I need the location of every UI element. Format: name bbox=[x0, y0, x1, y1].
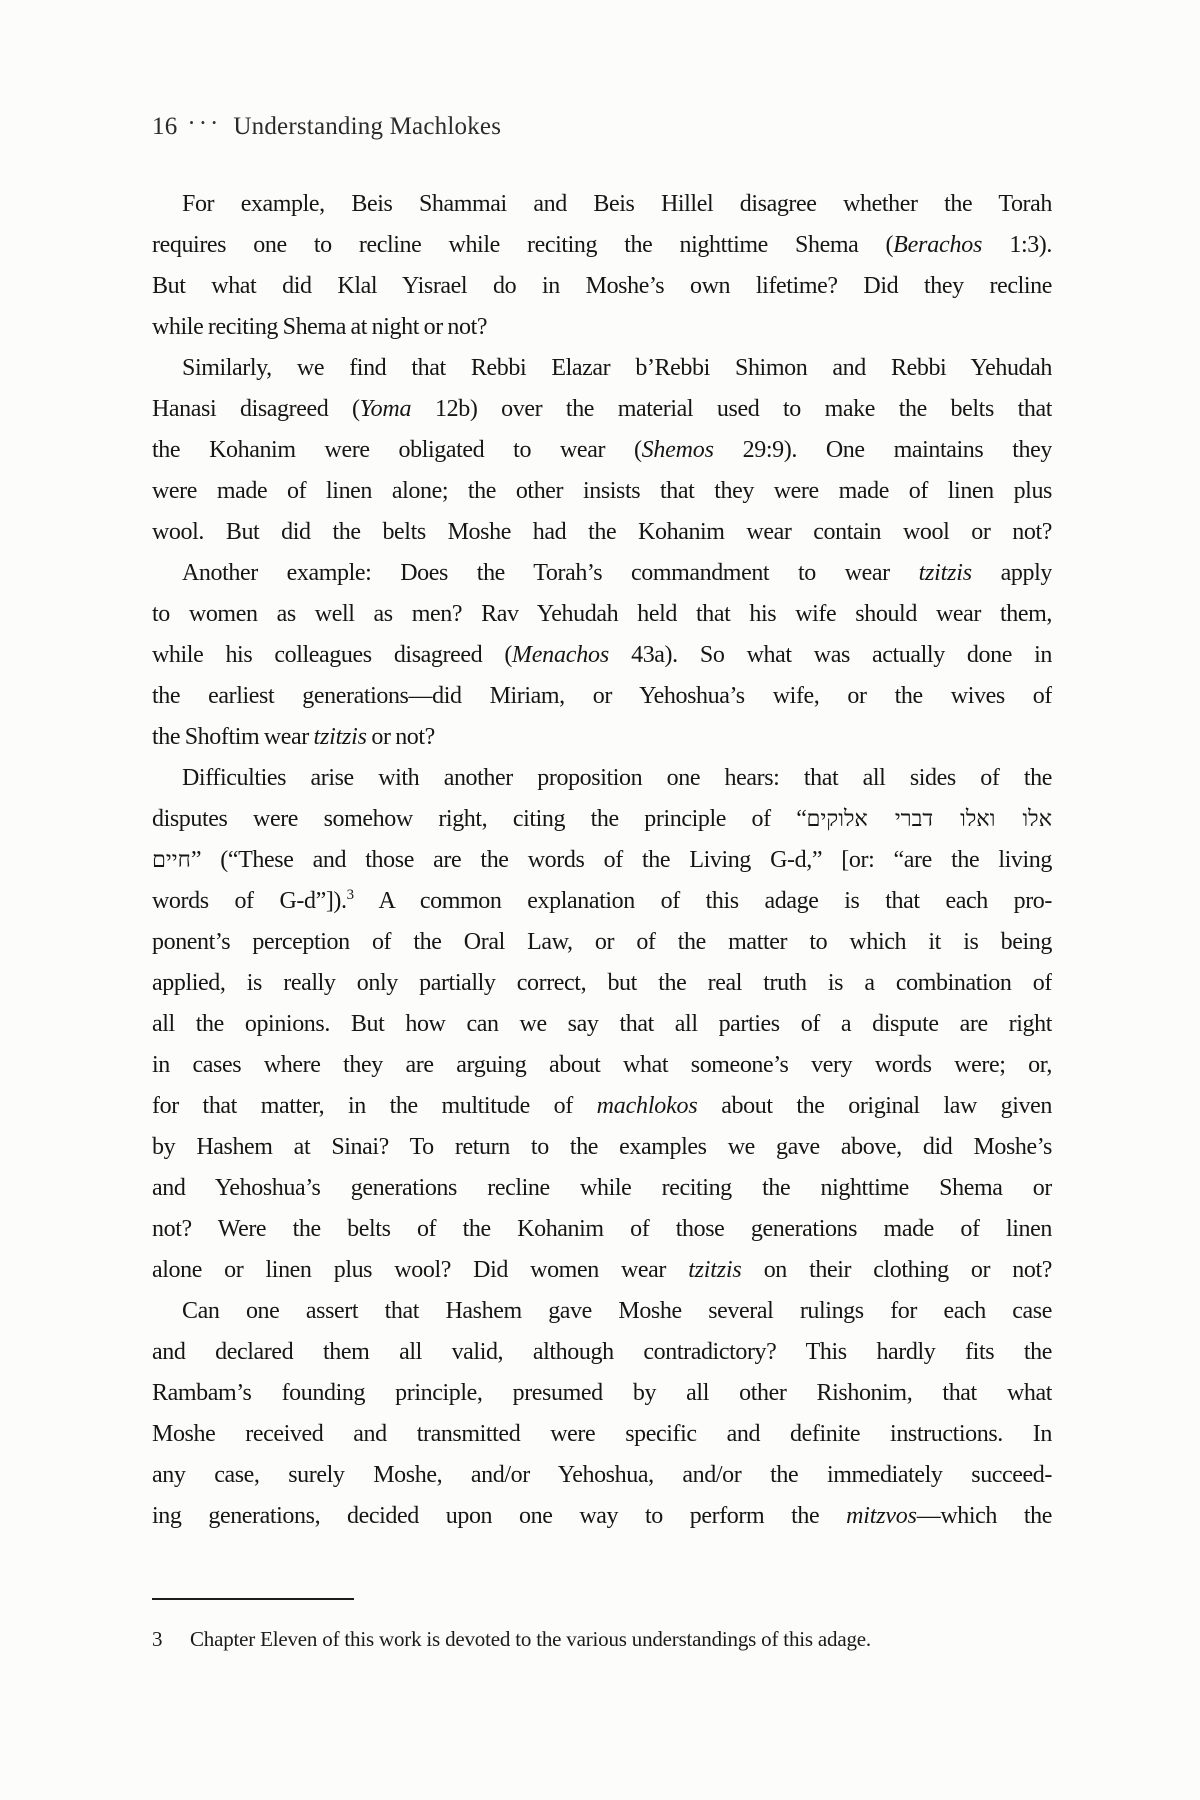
text-line bbox=[152, 553, 1052, 594]
text-run: for that matter, in the multitude of bbox=[152, 1093, 597, 1119]
hebrew-text: חיים bbox=[152, 847, 191, 873]
text-run: A common explanation of this adage is that each pro- bbox=[354, 888, 1052, 914]
text-run: tzitzis bbox=[313, 724, 367, 750]
footnote-number: 3 bbox=[152, 1627, 163, 1651]
text-run: while his colleagues disagreed ( bbox=[152, 642, 512, 668]
text-run: Yoma bbox=[359, 396, 412, 422]
text-run: Difficulties arise with another proposition one hears: that all sides of the bbox=[182, 765, 1052, 791]
text-run: mitzvos bbox=[846, 1503, 917, 1529]
page-number: 16 bbox=[152, 113, 178, 140]
text-line bbox=[152, 1455, 1052, 1496]
text-line bbox=[152, 1086, 1052, 1127]
text-run: the Kohanim were obligated to wear ( bbox=[152, 437, 642, 463]
text-run: and declared them all valid, although contradictory? This hardly fits the bbox=[152, 1339, 1052, 1365]
text-run: and Yehoshua’s generations recline while reciting the nighttime Shema or bbox=[152, 1175, 1052, 1201]
text-line bbox=[152, 922, 1052, 963]
text-run: 1:3). bbox=[982, 232, 1052, 258]
text-run: about the original law given bbox=[697, 1093, 1052, 1119]
text-line bbox=[152, 758, 1052, 799]
footnote-divider bbox=[152, 1598, 354, 1600]
text-run: Similarly, we find that Rebbi Elazar b’Rebbi Shimon and Rebbi Yehudah bbox=[182, 355, 1052, 381]
text-line bbox=[152, 676, 1052, 717]
text-line bbox=[152, 1291, 1052, 1332]
text-line bbox=[152, 1168, 1052, 1209]
text-run: ” (“These and those are the words of the Living G-d,” [or: “are the living bbox=[190, 847, 1052, 873]
text-run: Moshe received and transmitted were specific and definite instructions. In bbox=[152, 1421, 1052, 1447]
text-line bbox=[152, 1209, 1052, 1250]
text-run: or not? bbox=[366, 724, 435, 750]
text-line bbox=[152, 348, 1052, 389]
text-run: But what did Klal Yisrael do in Moshe’s own lifetime? Did they recline bbox=[152, 273, 1052, 299]
text-run: Hanasi disagreed ( bbox=[152, 396, 360, 422]
text-run: to women as well as men? Rav Yehudah held that his wife should wear them, bbox=[152, 601, 1052, 627]
hebrew-text: אלו ואלו דברי אלוקים bbox=[806, 806, 1052, 832]
text-line bbox=[152, 184, 1052, 225]
text-line bbox=[152, 635, 1052, 676]
text-line bbox=[152, 1332, 1052, 1373]
text-run: Rambam’s founding principle, presumed by all other Rishonim, that what bbox=[152, 1380, 1052, 1406]
text-line bbox=[152, 389, 1052, 430]
text-run: Berachos bbox=[893, 232, 983, 258]
text-line bbox=[152, 225, 1052, 266]
text-line bbox=[152, 881, 1052, 922]
text-run: tzitzis bbox=[918, 560, 972, 586]
text-run: machlokos bbox=[596, 1093, 698, 1119]
text-run: on their clothing or not? bbox=[741, 1257, 1052, 1283]
text-line bbox=[152, 471, 1052, 512]
footnote-ref: 3 bbox=[346, 887, 355, 903]
text-run: not? Were the belts of the Kohanim of those generations made of linen bbox=[152, 1216, 1052, 1242]
text-line bbox=[152, 1127, 1052, 1168]
footnote-text: Chapter Eleven of this work is devoted to the various understandings of this adage. bbox=[190, 1627, 871, 1651]
text-run: Another example: Does the Torah’s commandment to wear bbox=[182, 560, 919, 586]
body-text bbox=[152, 184, 1052, 1537]
text-line bbox=[152, 717, 1052, 758]
text-run: the earliest generations—did Miriam, or Yehoshua’s wife, or the wives of bbox=[152, 683, 1052, 709]
text-run: by Hashem at Sinai? To return to the examples we gave above, did Moshe’s bbox=[152, 1134, 1052, 1160]
text-line bbox=[152, 307, 1052, 348]
running-head-separator: ··· bbox=[187, 110, 222, 137]
paragraph bbox=[152, 184, 1052, 348]
text-run: all the opinions. But how can we say that all parties of a dispute are right bbox=[152, 1011, 1052, 1037]
text-run: ponent’s perception of the Oral Law, or of the matter to which it is being bbox=[152, 929, 1052, 955]
text-run: ing generations, decided upon one way to perform the bbox=[152, 1503, 847, 1529]
text-line bbox=[152, 594, 1052, 635]
text-run: while reciting Shema at night or not? bbox=[152, 314, 488, 340]
text-line bbox=[152, 512, 1052, 553]
text-run: Can one assert that Hashem gave Moshe several rulings for each case bbox=[182, 1298, 1052, 1324]
text-run: —which the bbox=[916, 1503, 1052, 1529]
text-line bbox=[152, 963, 1052, 1004]
text-line bbox=[152, 1045, 1052, 1086]
text-run: 43a). So what was actually done in bbox=[608, 642, 1052, 668]
running-head-title: Understanding Machlokes bbox=[233, 113, 502, 140]
text-run: any case, surely Moshe, and/or Yehoshua, and/or the immediately succeed- bbox=[152, 1462, 1052, 1488]
text-line bbox=[152, 1414, 1052, 1455]
text-line bbox=[152, 840, 1052, 881]
text-run: the Shoftim wear bbox=[152, 724, 314, 750]
running-head bbox=[152, 112, 501, 142]
footnote bbox=[152, 1624, 1058, 1654]
text-line bbox=[152, 1250, 1052, 1291]
text-line bbox=[152, 1004, 1052, 1045]
text-run: alone or linen plus wool? Did women wear bbox=[152, 1257, 689, 1283]
text-run: tzitzis bbox=[688, 1257, 742, 1283]
text-run: Menachos bbox=[511, 642, 609, 668]
text-run: disputes were somehow right, citing the principle of “ bbox=[152, 806, 807, 832]
text-line bbox=[152, 799, 1052, 840]
text-run: applied, is really only partially correct, but the real truth is a combination of bbox=[152, 970, 1052, 996]
text-line bbox=[152, 430, 1052, 471]
text-run: 12b) over the material used to make the belts that bbox=[411, 396, 1052, 422]
paragraph bbox=[152, 553, 1052, 758]
text-run: in cases where they are arguing about what someone’s very words were; or, bbox=[152, 1052, 1052, 1078]
text-run: requires one to recline while reciting the nighttime Shema ( bbox=[152, 232, 894, 258]
text-run: apply bbox=[971, 560, 1052, 586]
text-run: 29:9). One maintains they bbox=[713, 437, 1052, 463]
text-line bbox=[152, 1373, 1052, 1414]
text-run: words of G-d”]). bbox=[152, 888, 347, 914]
paragraph bbox=[152, 348, 1052, 553]
text-run: wool. But did the belts Moshe had the Kohanim wear contain wool or not? bbox=[152, 519, 1052, 545]
paragraph bbox=[152, 1291, 1052, 1537]
text-run: For example, Beis Shammai and Beis Hillel disagree whether the Torah bbox=[182, 191, 1052, 217]
text-run: Shemos bbox=[641, 437, 714, 463]
text-line bbox=[152, 1496, 1052, 1537]
text-run: were made of linen alone; the other insists that they were made of linen plus bbox=[152, 478, 1052, 504]
paragraph bbox=[152, 758, 1052, 1291]
text-line bbox=[152, 266, 1052, 307]
